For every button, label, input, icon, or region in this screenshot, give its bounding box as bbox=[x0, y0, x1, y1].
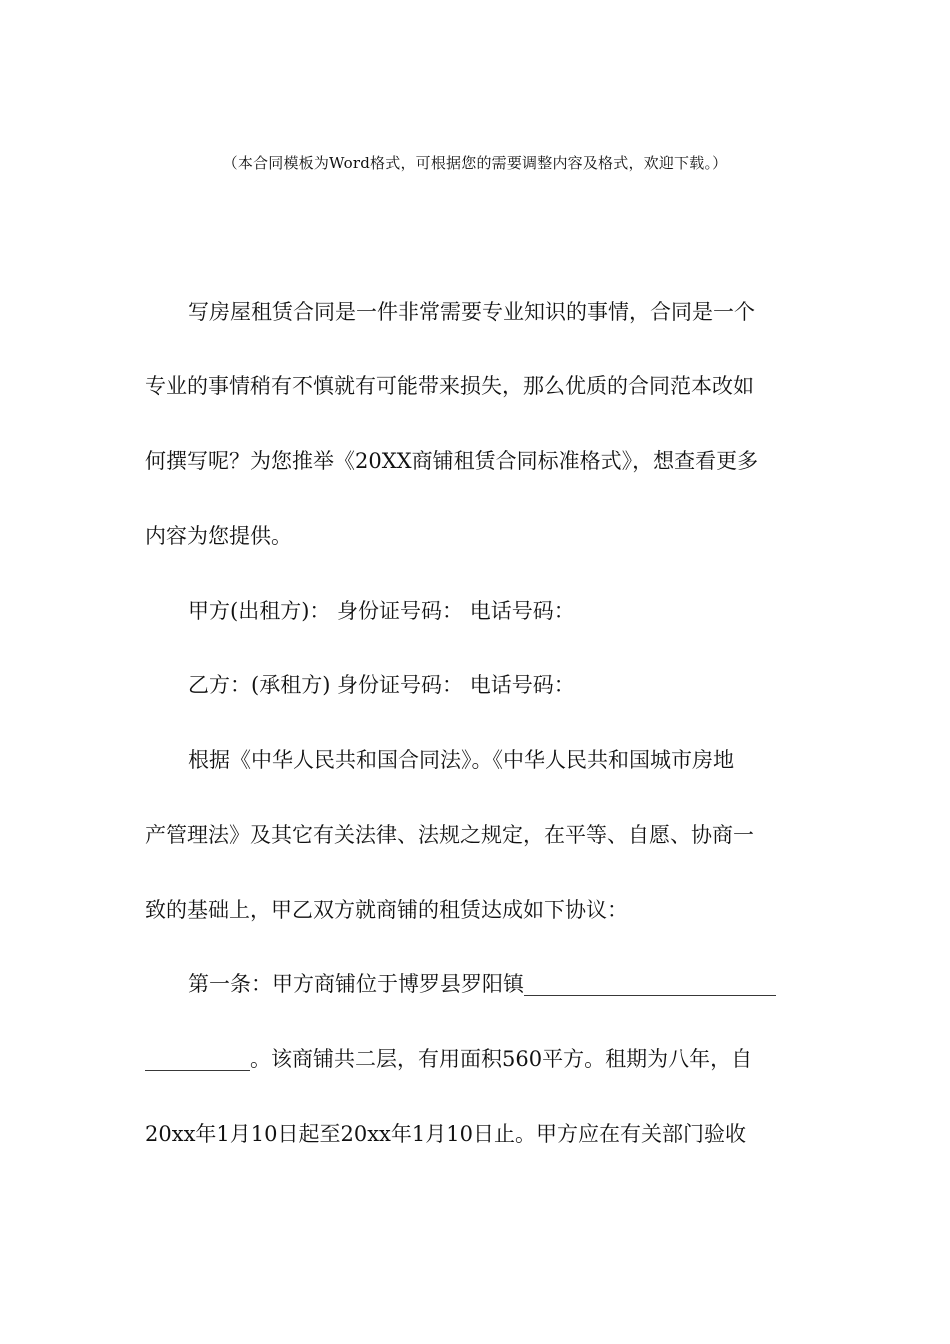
template-format-note: （本合同模板为Word格式，可根据您的需要调整内容及格式，欢迎下载。） bbox=[222, 154, 728, 172]
paragraph-intro-line-1: 写房屋租赁合同是一件非常需要专业知识的事情，合同是一个 bbox=[188, 300, 755, 324]
party-b-line: 乙方：(承租方) 身份证号码： 电话号码： bbox=[188, 673, 575, 697]
legal-basis-line-1: 根据《中华人民共和国合同法》。《中华人民共和国城市房地 bbox=[188, 748, 734, 772]
article-one-line-2: __________。该商铺共二层，有用面积560平方。租期为八年，自 bbox=[145, 1047, 753, 1071]
paragraph-intro-line-4: 内容为您提供。 bbox=[145, 524, 292, 548]
party-a-line: 甲方(出租方)： 身份证号码： 电话号码： bbox=[188, 599, 575, 623]
legal-basis-line-3: 致的基础上，甲乙双方就商铺的租赁达成如下协议： bbox=[145, 898, 628, 922]
article-one-line-3: 20xx年1月10日起至20xx年1月10日止。甲方应在有关部门验收 bbox=[145, 1122, 746, 1146]
paragraph-intro-line-3: 何撰写呢？为您推举《20XX商铺租赁合同标准格式》，想查看更多 bbox=[145, 449, 759, 473]
paragraph-intro-line-2: 专业的事情稍有不慎就有可能带来损失，那么优质的合同范本改如 bbox=[145, 374, 754, 398]
article-one-line-1: 第一条：甲方商铺位于博罗县罗阳镇________________________ bbox=[188, 972, 776, 996]
legal-basis-line-2: 产管理法》及其它有关法律、法规之规定，在平等、自愿、协商一 bbox=[145, 823, 754, 847]
